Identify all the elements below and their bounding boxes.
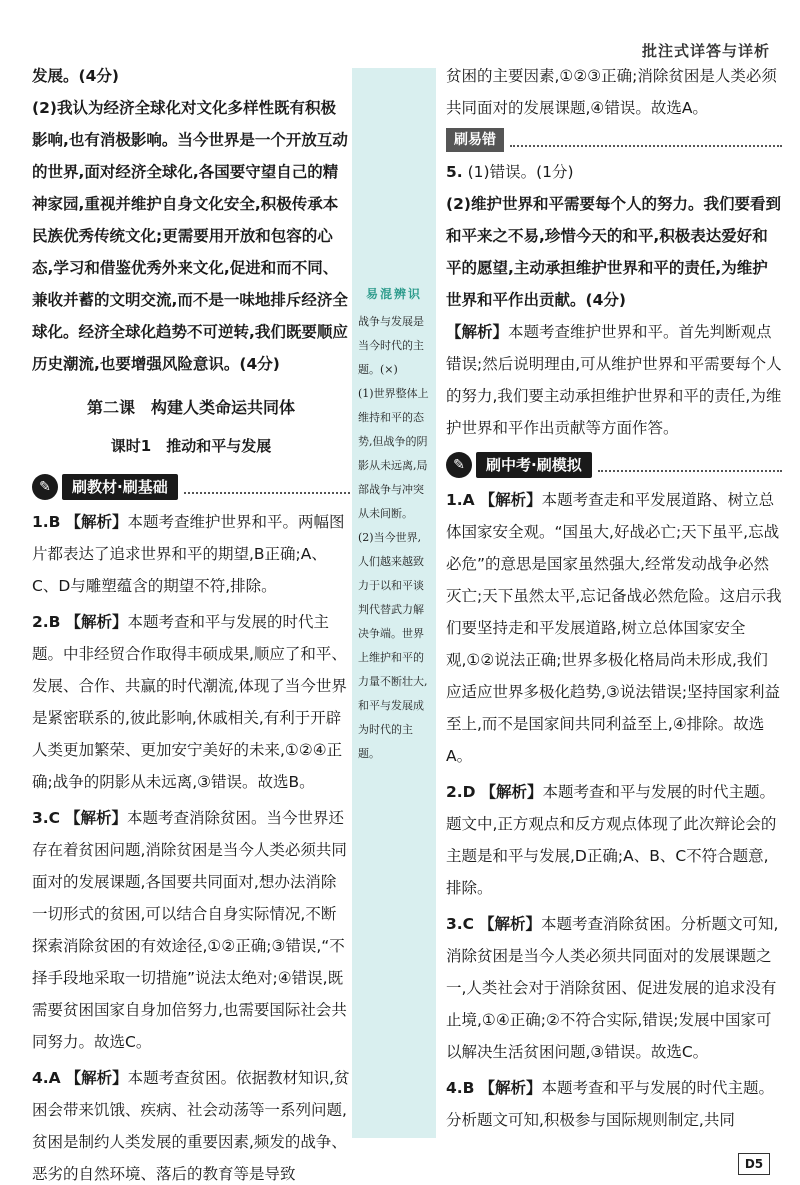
page-header-title: 批注式详答与详析 <box>641 42 770 60</box>
analysis-text: 本题考查走和平发展道路、树立总体国家安全观。“国虽大,好战必亡;天下虽平,忘战必危”的意思是国家虽然强大,经常发动战争必然灭亡;天下虽然太平,忘记备战必然危险。这启示我们要坚持走和平发展道路,树立总体国家安全观,①②说法正确;世界多极化格局尚未形成,我们应适应世界多极化趋势,③说法错误;坚持国家利益至上,而不是国家间共同利益至上,④排除。故选A。 <box>446 491 782 765</box>
right-top-text: 贫困的主要因素,①②③正确;消除贫困是人类必须共同面对的发展课题,④错误。故选A。 <box>446 67 777 117</box>
sidebar-text: 战争与发展是当今时代的主题。(×) (1)世界整体上维持和平的态势,但战争的阴影从未远离,局部战争与冲突从未间断。 (2)当今世界,人们越来越致力于以和平谈判代替武力解决争端。世界上维护和平的力量不断壮大,和平与发展成为时代的主题。 <box>358 315 429 760</box>
banner-divider <box>184 480 350 494</box>
answer-item <box>32 506 350 602</box>
analysis-tag: 【解析】 <box>479 491 542 509</box>
analysis-text: 本题考查贫困。依据教材知识,贫困会带来饥饿、疾病、社会动荡等一系列问题,贫困是制约人类发展的重要因素,频发的战争、恶劣的自然环境、落后的教育等是导致 <box>32 1069 350 1183</box>
answer-line: (1)错误。(1分) <box>467 163 574 181</box>
answer-number: 3.C <box>446 915 475 933</box>
answer-item <box>32 1062 350 1185</box>
left-top-item: 发展。(4分) <box>32 67 119 85</box>
page-number: D5 <box>738 1153 770 1175</box>
answer-number: 5. <box>446 163 463 181</box>
analysis-text: 本题考查和平与发展的时代主题。分析题文可知,积极参与国际规则制定,共同 <box>446 1079 774 1129</box>
analysis-text: 本题考查维护世界和平。首先判断观点错误;然后说明理由,可从维护世界和平需要每个人的努力,我们要主动承担维护世界和平的责任,为维护世界和平作出贡献等方面作答。 <box>446 323 782 437</box>
left-column <box>32 60 350 1185</box>
analysis-tag: 【解析】 <box>479 915 542 933</box>
answer-number: 2.B <box>32 613 61 631</box>
section-banner-basic <box>32 472 350 502</box>
answer-number: 2.D <box>446 783 476 801</box>
left-essay: (2)我认为经济全球化对文化多样性既有积极影响,也有消极影响。当今世界是一个开放互动的世界,面对经济全球化,各国要守望自己的精神家园,重视并维护自身文化安全,积极传承本民族优秀传统文化;更需要用开放和包容的心态,学习和借鉴优秀外来文化,促进和而不同、兼收并蓄的文明交流,而不是一味地排斥经济全球化。经济全球化趋势不可逆转,我们既要顺应历史潮流,也要增强风险意识。(4分) <box>32 99 348 373</box>
answer-item <box>446 776 782 904</box>
answer-number: 4.B <box>446 1079 475 1097</box>
q5-analysis <box>446 316 782 444</box>
analysis-text: 本题考查消除贫困。当今世界还存在着贫困问题,消除贫困是当今人类必须共同面对的发展课题,各国要共同面对,想办法消除一切形式的贫困,可以结合自身实际情况,不断探索消除贫困的有效途径,①②正确;③错误,“不择手段地采取一切措施”说法太绝对;④错误,既需要贫困国家自身加倍努力,也需要国际社会共同努力。故选C。 <box>32 809 347 1051</box>
analysis-tag: 【解析】 <box>446 323 509 341</box>
q5-essay: (2)维护世界和平需要每个人的努力。我们要看到和平来之不易,珍惜今天的和平,积极表达爱好和平的愿望,主动承担维护世界和平的责任,为维护世界和平作出贡献。(4分) <box>446 195 781 309</box>
banner-divider <box>598 458 782 472</box>
lesson-title: 第二课 构建人类命运共同体 <box>86 398 295 417</box>
right-column <box>446 60 782 1136</box>
lesson-subtitle: 课时1 推动和平与发展 <box>110 437 272 455</box>
analysis-text: 本题考查和平与发展的时代主题。题文中,正方观点和反方观点体现了此次辩论会的主题是和平与发展,D正确;A、B、C不符合题意,排除。 <box>446 783 777 897</box>
analysis-tag: 【解析】 <box>480 783 543 801</box>
answer-number: 1.A <box>446 491 475 509</box>
analysis-tag: 【解析】 <box>65 809 128 827</box>
analysis-tag: 【解析】 <box>65 513 128 531</box>
banner-label: 刷教材·刷基础 <box>62 474 178 500</box>
analysis-text: 本题考查维护世界和平。两幅图片都表达了追求世界和平的期望,B正确;A、C、D与雕塑蕴含的期望不符,排除。 <box>32 513 345 595</box>
answer-item <box>446 156 782 188</box>
analysis-text: 本题考查和平与发展的时代主题。中非经贸合作取得丰硕成果,顺应了和平、发展、合作、共赢的时代潮流,体现了当今世界是紧密联系的,彼此影响,休戚相关,有利于开辟人类更加繁荣、更加安宁美好的未来,①②④正确;战争的阴影从未远离,③错误。故选B。 <box>32 613 347 791</box>
section-banner-mistakes <box>446 128 782 152</box>
analysis-tag: 【解析】 <box>65 1069 128 1087</box>
answer-item <box>32 606 350 798</box>
analysis-tag: 【解析】 <box>479 1079 542 1097</box>
sidebar-note <box>352 68 436 1138</box>
book-icon: ✎ <box>32 474 58 500</box>
banner-label: 刷易错 <box>446 128 504 152</box>
section-banner-exam <box>446 450 782 480</box>
answer-number: 3.C <box>32 809 61 827</box>
book-icon: ✎ <box>446 452 472 478</box>
sidebar-title: 易混辨识 <box>365 287 422 301</box>
analysis-tag: 【解析】 <box>65 613 128 631</box>
banner-divider <box>510 133 782 147</box>
banner-label: 刷中考·刷模拟 <box>476 452 592 478</box>
answer-number: 1.B <box>32 513 61 531</box>
answer-number: 4.A <box>32 1069 61 1087</box>
answer-item <box>446 484 782 772</box>
answer-item <box>446 1072 782 1136</box>
analysis-text: 本题考查消除贫困。分析题文可知,消除贫困是当今人类必须共同面对的发展课题之一,人类社会对于消除贫困、促进发展的追求没有止境,①④正确;②不符合实际,错误;发展中国家可以解决生活贫困问题,③错误。故选C。 <box>446 915 779 1061</box>
answer-item <box>32 802 350 1058</box>
answer-item <box>446 908 782 1068</box>
